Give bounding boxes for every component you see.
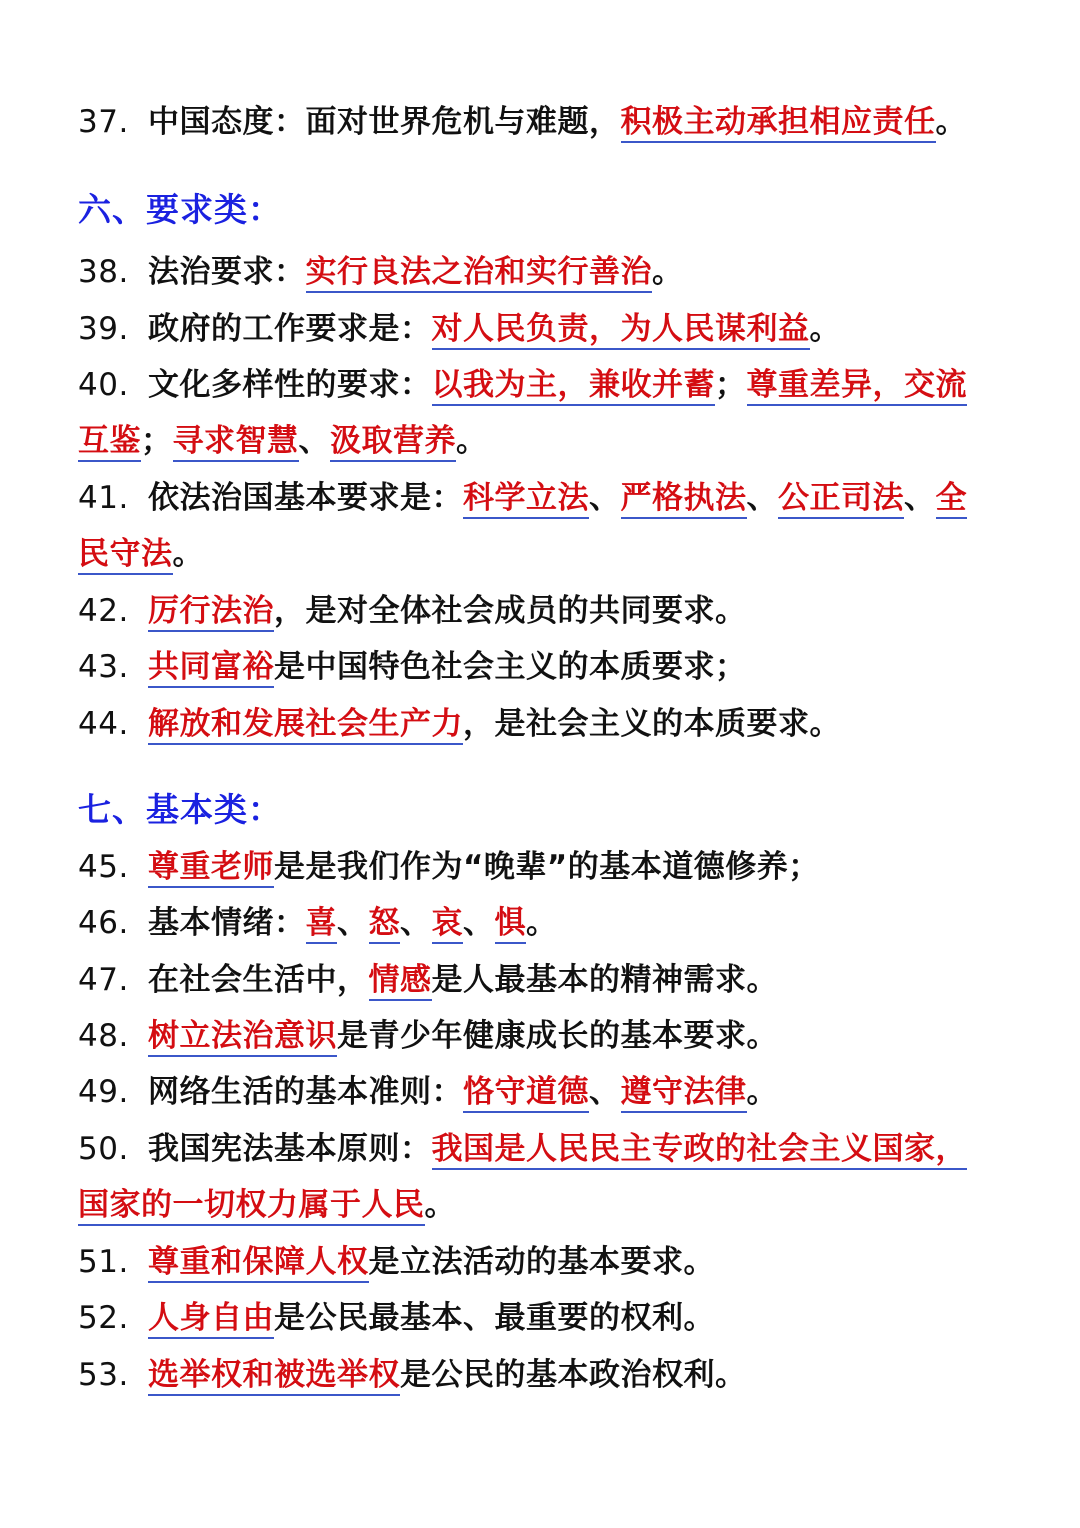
list-item (78, 472, 967, 517)
item-text: 。 (526, 905, 558, 941)
item-text: 。 (172, 536, 204, 572)
item-text: ，是社会主义的本质要求。 (463, 706, 841, 742)
item-text: 、 (337, 905, 369, 941)
highlighted-key-phrase: 尊重和保障人权 (148, 1244, 369, 1283)
highlighted-key-phrase: 国家的一切权力属于人民 (78, 1187, 425, 1226)
section-heading (78, 184, 282, 231)
highlighted-key-phrase: 遵守法律 (621, 1074, 747, 1113)
list-item (78, 897, 558, 942)
item-text: 。 (652, 254, 684, 290)
list-item-continuation (78, 415, 488, 460)
item-number: 45. (78, 849, 129, 885)
highlighted-key-phrase: 汲取营养 (330, 423, 456, 462)
highlighted-key-phrase: 怒 (369, 905, 401, 944)
item-text: 是中国特色社会主义的本质要求； (274, 649, 747, 685)
highlighted-key-phrase: 公正司法 (778, 480, 904, 519)
list-item (78, 585, 747, 630)
list-item (78, 641, 747, 686)
item-number: 38. (78, 254, 129, 290)
item-text: 。 (746, 1074, 778, 1110)
item-text: 依法治国基本要求是： (148, 480, 463, 516)
list-item (78, 246, 684, 291)
highlighted-key-phrase: 实行良法之治和实行善治 (306, 254, 653, 293)
list-item (78, 698, 841, 743)
item-text: 基本情绪： (148, 905, 306, 941)
item-number: 50. (78, 1131, 129, 1167)
item-text: 、 (298, 423, 330, 459)
item-number: 40. (78, 367, 129, 403)
highlighted-key-phrase: 恪守道德 (463, 1074, 589, 1113)
highlighted-key-phrase: 哀 (432, 905, 464, 944)
list-item (78, 303, 841, 348)
item-text: 在社会生活中， (148, 962, 369, 998)
item-number: 46. (78, 905, 129, 941)
highlighted-key-phrase: 全 (936, 480, 968, 519)
item-number: 48. (78, 1018, 129, 1054)
item-text: 是公民最基本、最重要的权利。 (274, 1300, 715, 1336)
highlighted-key-phrase: 尊重差异，交流 (747, 367, 968, 406)
list-item (78, 1123, 967, 1168)
item-text: 、 (589, 1074, 621, 1110)
item-number: 51. (78, 1244, 129, 1280)
item-number: 42. (78, 593, 129, 629)
item-text: 。 (424, 1187, 456, 1223)
item-text: 、 (746, 480, 778, 516)
highlighted-key-phrase: 喜 (306, 905, 338, 944)
item-text: 。 (935, 104, 967, 140)
highlighted-key-phrase: 共同富裕 (148, 649, 274, 688)
section-heading (78, 784, 282, 831)
item-text: 法治要求： (148, 254, 306, 290)
highlighted-key-phrase: 解放和发展社会生产力 (148, 706, 463, 745)
item-text: ； (141, 423, 173, 459)
list-item (78, 96, 967, 141)
item-number: 47. (78, 962, 129, 998)
highlighted-key-phrase: 树立法治意识 (148, 1018, 337, 1057)
item-text: 是立法活动的基本要求。 (368, 1244, 715, 1280)
highlighted-key-phrase: 互鉴 (78, 423, 141, 462)
list-item (78, 359, 967, 404)
item-number: 53. (78, 1357, 129, 1393)
item-number: 41. (78, 480, 129, 516)
highlighted-key-phrase: 厉行法治 (148, 593, 274, 632)
list-item (78, 954, 778, 999)
highlighted-key-phrase: 情感 (369, 962, 432, 1001)
item-text: ，是对全体社会成员的共同要求。 (274, 593, 747, 629)
highlighted-key-phrase: 人身自由 (148, 1300, 274, 1339)
item-text: 文化多样性的要求： (148, 367, 432, 403)
item-text: 、 (589, 480, 621, 516)
highlighted-key-phrase: 民守法 (78, 536, 173, 575)
highlighted-key-phrase: 我国是人民民主专政的社会主义国家， (432, 1131, 968, 1170)
highlighted-key-phrase: 对人民负责，为人民谋利益 (432, 311, 810, 350)
section-heading-text: 六、要求类： (78, 190, 282, 229)
item-text: 、 (463, 905, 495, 941)
list-item (78, 1236, 715, 1281)
list-item (78, 1010, 778, 1055)
highlighted-key-phrase: 科学立法 (463, 480, 589, 519)
item-text: 是青少年健康成长的基本要求。 (337, 1018, 778, 1054)
item-text: 。 (809, 311, 841, 347)
highlighted-key-phrase: 寻求智慧 (173, 423, 299, 462)
item-number: 49. (78, 1074, 129, 1110)
item-number: 43. (78, 649, 129, 685)
highlighted-key-phrase: 积极主动承担相应责任 (621, 104, 936, 143)
item-text: 是人最基本的精神需求。 (431, 962, 778, 998)
item-text: 网络生活的基本准则： (148, 1074, 463, 1110)
item-text: 中国态度：面对世界危机与难题， (148, 104, 621, 140)
highlighted-key-phrase: 尊重老师 (148, 849, 274, 888)
list-item-continuation (78, 1179, 456, 1224)
list-item (78, 841, 820, 886)
section-heading-text: 七、基本类： (78, 790, 282, 829)
item-text: 、 (400, 905, 432, 941)
list-item (78, 1066, 778, 1111)
list-item (78, 1292, 715, 1337)
item-number: 37. (78, 104, 129, 140)
list-item (78, 1349, 747, 1394)
item-text: 我国宪法基本原则： (148, 1131, 432, 1167)
item-text: 是公民的基本政治权利。 (400, 1357, 747, 1393)
list-item-continuation (78, 528, 204, 573)
item-number: 44. (78, 706, 129, 742)
highlighted-key-phrase: 严格执法 (621, 480, 747, 519)
item-number: 39. (78, 311, 129, 347)
item-text: 。 (456, 423, 488, 459)
item-text: ； (715, 367, 747, 403)
highlighted-key-phrase: 以我为主，兼收并蓄 (432, 367, 716, 406)
item-text: 、 (904, 480, 936, 516)
item-text: 政府的工作要求是： (148, 311, 432, 347)
item-number: 52. (78, 1300, 129, 1336)
highlighted-key-phrase: 选举权和被选举权 (148, 1357, 400, 1396)
item-text: 是是我们作为“晚辈”的基本道德修养； (274, 849, 820, 885)
highlighted-key-phrase: 惧 (495, 905, 527, 944)
